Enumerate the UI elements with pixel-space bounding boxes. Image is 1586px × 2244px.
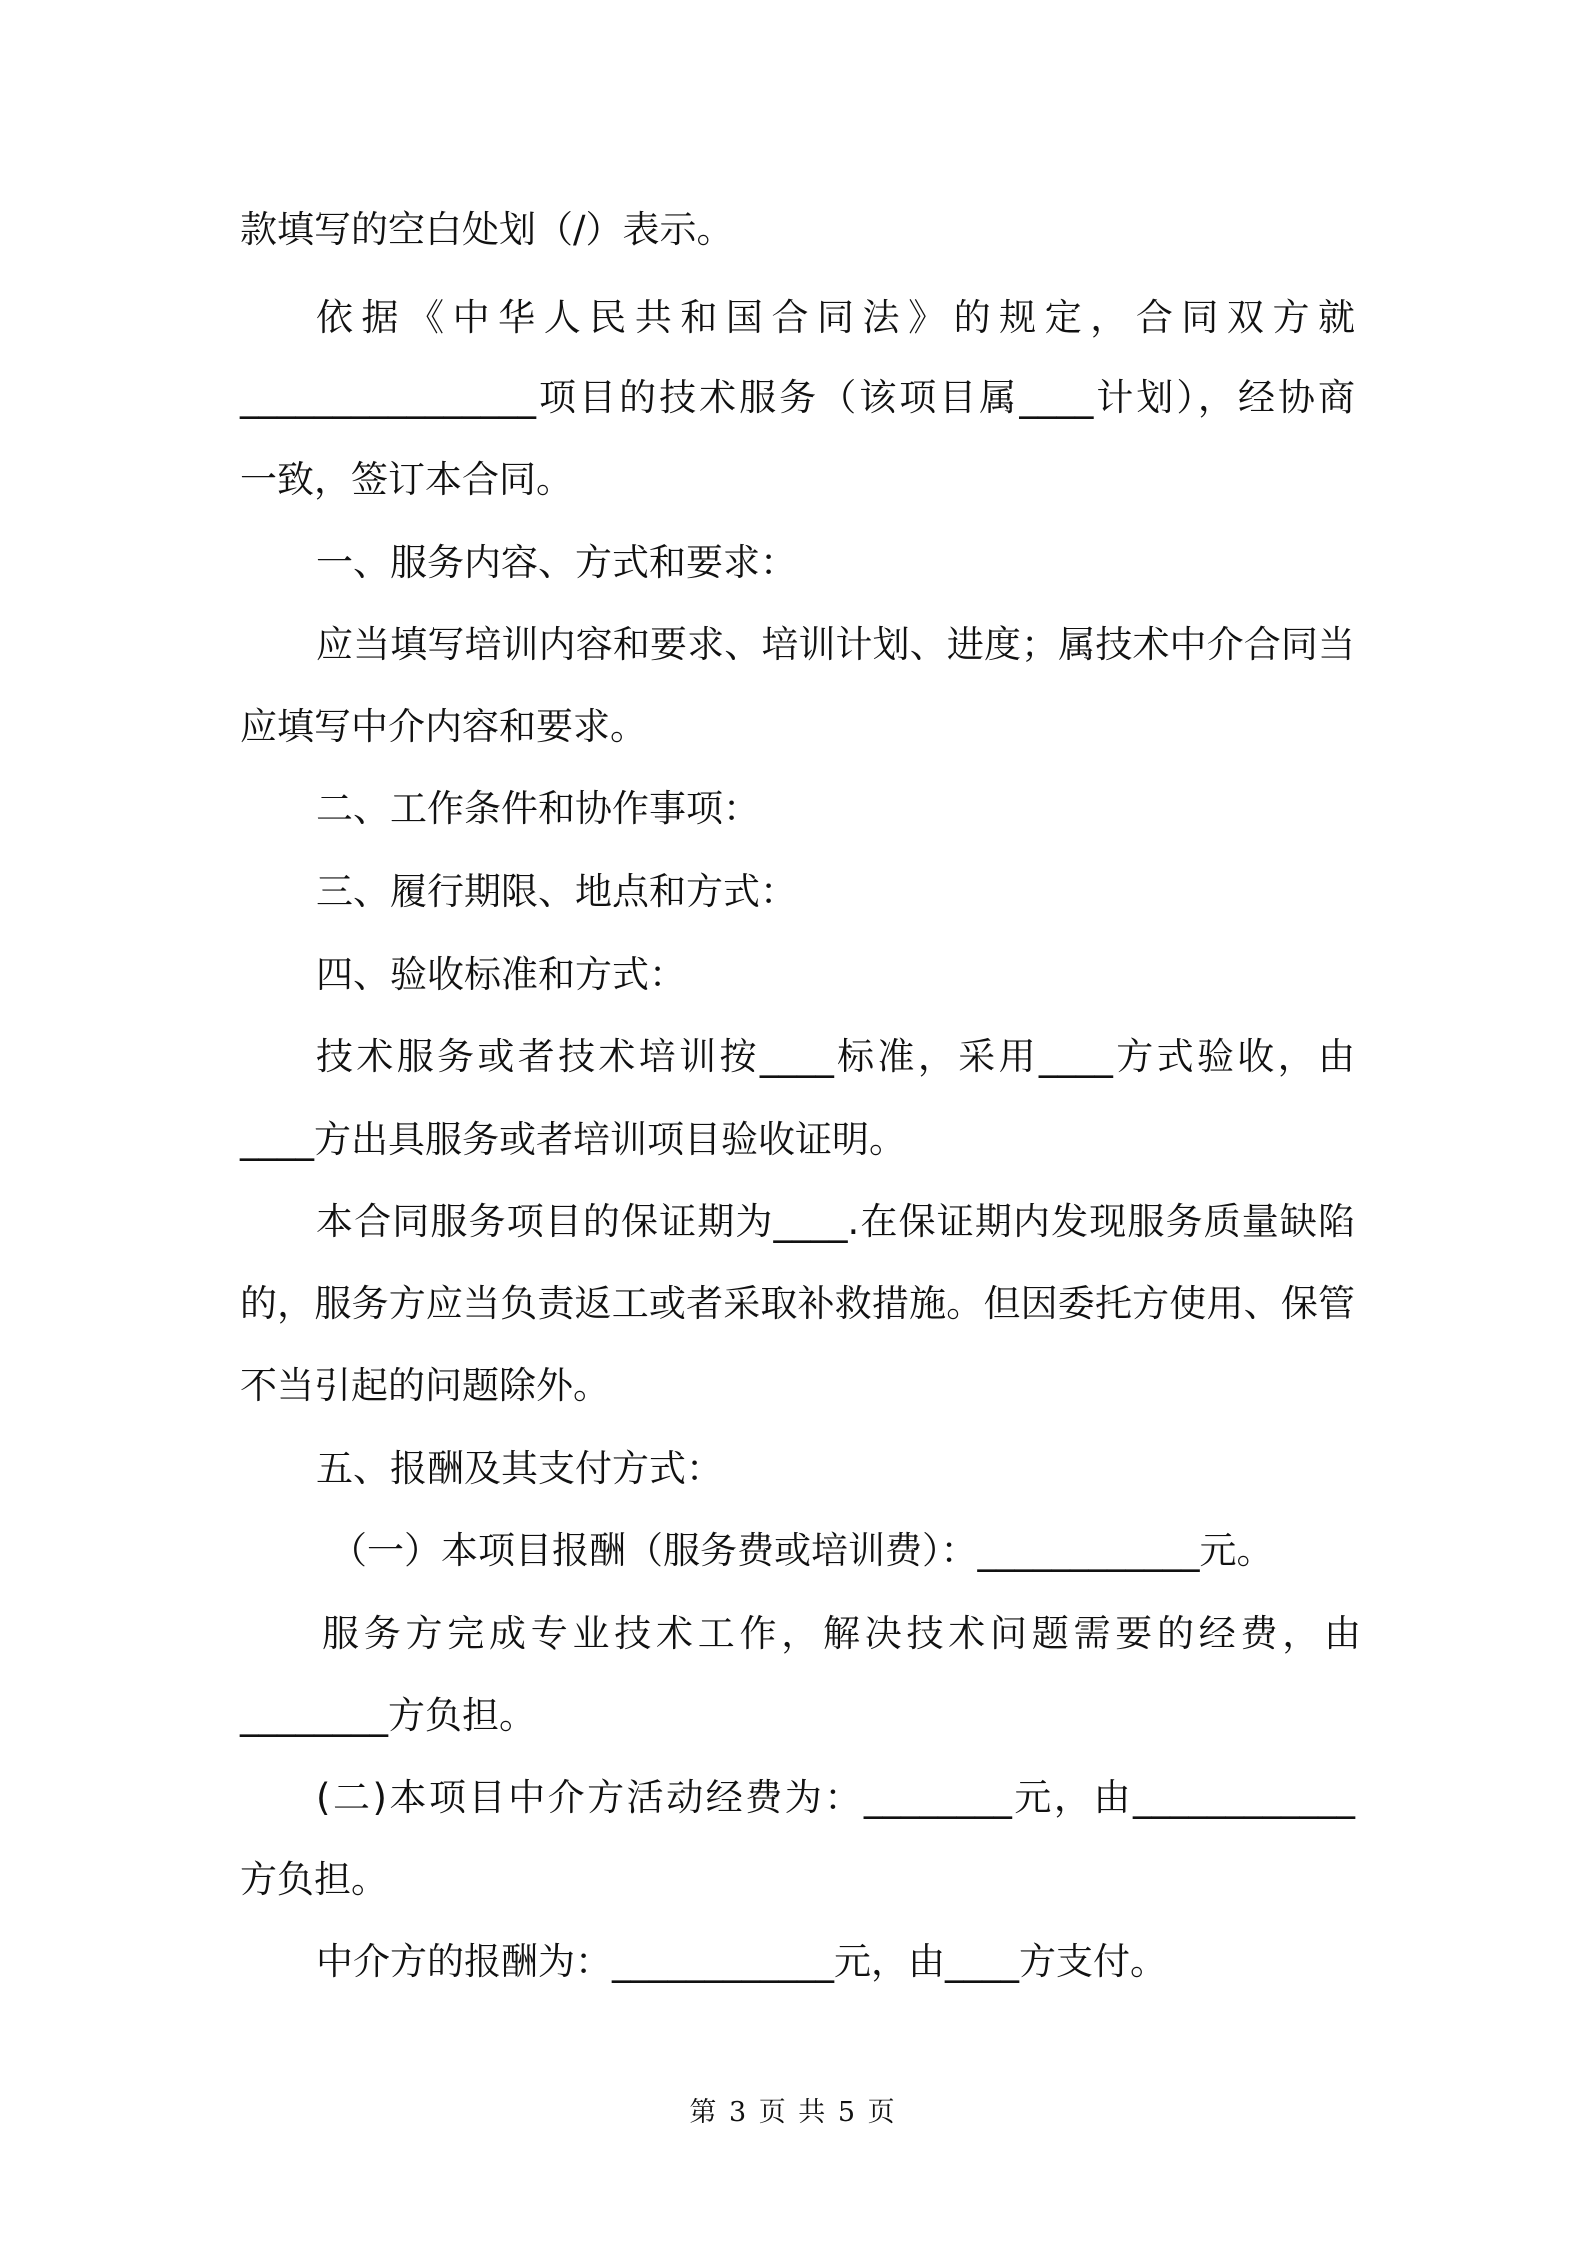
text-line-project-fee: （一）本项目报酬（服务费或培训费）：____________元。 (330, 1529, 1274, 1572)
text-line-training-content: 应当填写培训内容和要求、培训计划、进度；属技术中介合同当 (316, 623, 1355, 666)
text-line-warranty-period: 本合同服务项目的保证期为____.在保证期内发现服务质量缺陷 (316, 1200, 1355, 1243)
text-line-technical-cost: 服务方完成专业技术工作，解决技术问题需要的经费，由 (322, 1612, 1361, 1655)
text-line-preamble: 依据《中华人民共和国合同法》的规定，合同双方就 (316, 296, 1355, 339)
text-line-continuation: 款填写的空白处划（/）表示。 (240, 208, 734, 251)
text-line-exception: 不当引起的问题除外。 (240, 1364, 610, 1407)
text-line-intermediary-activity-fee: (二)本项目中介方活动经费为：________元，由____________ (316, 1776, 1355, 1819)
section-heading-4: 四、验收标准和方式： (316, 953, 686, 996)
text-line-activity-fee-bearer: 方负担。 (240, 1858, 388, 1901)
text-line-rework: 的，服务方应当负责返工或者采取补救措施。但因委托方使用、保管 (240, 1282, 1355, 1325)
text-line-acceptance-standard: 技术服务或者技术培训按____标准，采用____方式验收，由 (316, 1035, 1355, 1078)
text-line-project-blank: ________________项目的技术服务（该项目属____计划），经协商 (240, 376, 1355, 419)
section-heading-1: 一、服务内容、方式和要求： (316, 541, 797, 584)
section-heading-2: 二、工作条件和协作事项： (316, 787, 760, 830)
text-line-intermediary-remuneration: 中介方的报酬为：____________元，由____方支付。 (316, 1940, 1167, 1983)
text-line-intermediary-content: 应填写中介内容和要求。 (240, 705, 647, 748)
section-heading-3: 三、履行期限、地点和方式： (316, 870, 797, 913)
section-heading-5: 五、报酬及其支付方式： (316, 1447, 723, 1490)
text-line-acceptance-certificate: ____方出具服务或者培训项目验收证明。 (240, 1118, 906, 1161)
text-line-agreement: 一致，签订本合同。 (240, 458, 573, 501)
page-number-footer: 第 3 页 共 5 页 (689, 2097, 897, 2128)
text-line-cost-bearer: ________方负担。 (240, 1694, 536, 1737)
